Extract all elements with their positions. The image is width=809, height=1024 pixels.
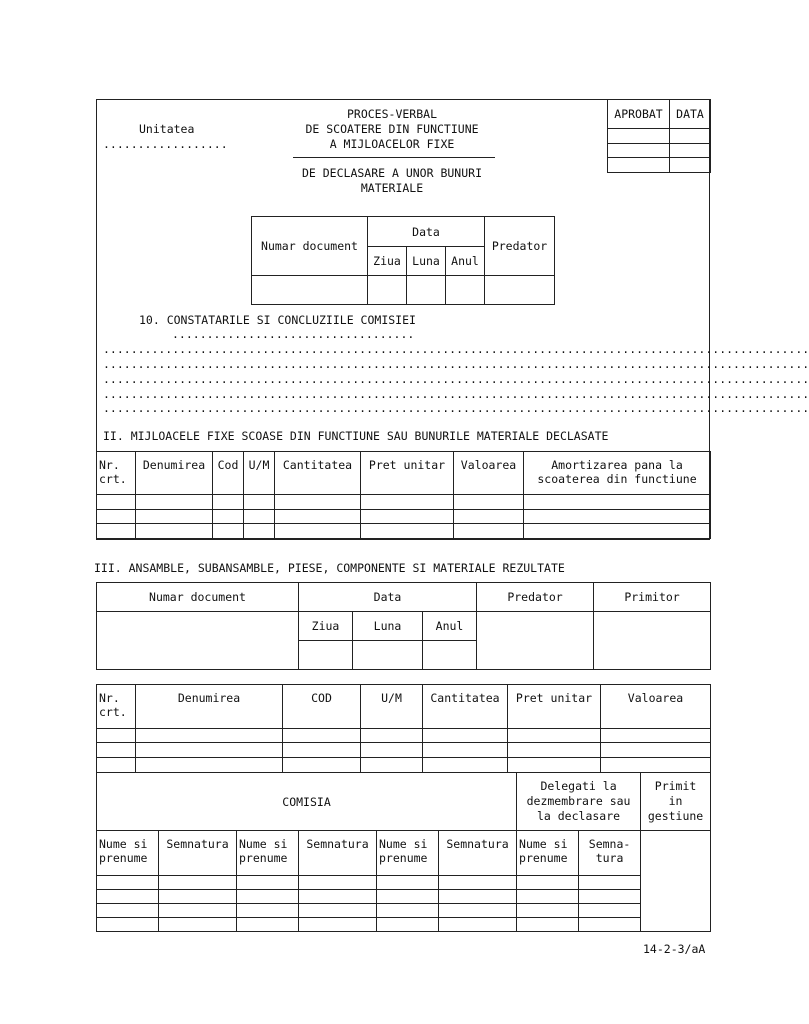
approval-date-cell[interactable]	[670, 144, 711, 158]
comp-giver-header: Predator	[477, 583, 594, 612]
form-code: 14-2-3/aA	[643, 942, 706, 956]
received-cell[interactable]	[641, 831, 711, 932]
findings-line[interactable]: ......................................................................................................	[103, 342, 809, 356]
member-sign-header: Semnatura	[299, 831, 377, 876]
comp-year-header: Anul	[423, 612, 477, 641]
member-sign-header: Semnatura	[439, 831, 517, 876]
doc-year-header: Anul	[446, 247, 485, 276]
comp-receiver-header: Primitor	[594, 583, 711, 612]
member-sign-header: Semnatura	[159, 831, 237, 876]
approval-date-cell[interactable]	[670, 158, 711, 173]
table-row	[97, 758, 711, 773]
member-name-header: Nume si prenume	[237, 831, 299, 876]
fixed-assets-heading: II. MIJLOACELE FIXE SCOASE DIN FUNCTIUNE SAU BUNURILE MATERIALE DECLASATE	[103, 429, 609, 443]
document-title	[282, 107, 502, 152]
findings-line[interactable]: ...................................	[172, 327, 415, 341]
approved-cell[interactable]	[608, 129, 670, 144]
delegate-name-header: Nume si prenume	[517, 831, 579, 876]
col-nr: Nr. crt.	[97, 452, 136, 495]
unit-field[interactable]: ..................	[103, 137, 228, 151]
delegate-sign-header: Semna- tura	[579, 831, 641, 876]
findings-heading: 10. CONSTATARILE SI CONCLUZIILE COMISIEI	[139, 313, 416, 327]
title-line-3: A MIJLOACELOR FIXE	[329, 137, 455, 151]
received-label: Primit in gestiune	[641, 773, 711, 831]
comp-month-header: Luna	[353, 612, 423, 641]
table-row	[97, 890, 711, 904]
findings-line[interactable]: ......................................................................................................	[103, 372, 809, 386]
comp-month-cell[interactable]	[353, 641, 423, 670]
col-amortization: Amortizarea pana la scoaterea din functiune	[524, 452, 711, 495]
items-col-value: Valoarea	[601, 685, 711, 729]
subtitle-line-1: DE DECLASARE A UNOR BUNURI	[301, 166, 482, 180]
items-col-unit-price: Pret unitar	[508, 685, 601, 729]
col-unit-price: Pret unitar	[361, 452, 454, 495]
doc-day-cell[interactable]	[368, 276, 407, 305]
doc-month-header: Luna	[407, 247, 446, 276]
table-row	[97, 495, 711, 510]
comp-day-header: Ziua	[299, 612, 353, 641]
document-subtitle	[282, 166, 502, 196]
components-doc-table	[96, 582, 711, 670]
doc-year-cell[interactable]	[446, 276, 485, 305]
doc-giver-cell[interactable]	[485, 276, 555, 305]
items-col-name: Denumirea	[136, 685, 283, 729]
title-line-1: PROCES-VERBAL	[346, 107, 437, 121]
comp-number-header: Numar document	[97, 583, 299, 612]
table-row	[97, 904, 711, 918]
doc-number-header: Numar document	[252, 217, 368, 276]
table-row	[97, 524, 711, 539]
comp-giver-cell[interactable]	[477, 612, 594, 670]
items-table	[96, 684, 711, 773]
doc-day-header: Ziua	[368, 247, 407, 276]
findings-line[interactable]: ......................................................................................................	[103, 357, 809, 371]
comp-year-cell[interactable]	[423, 641, 477, 670]
approval-date-cell[interactable]	[670, 129, 711, 144]
items-col-code: COD	[283, 685, 361, 729]
findings-line[interactable]: ......................................................................................................	[103, 387, 809, 401]
items-col-quantity: Cantitatea	[423, 685, 508, 729]
commission-table	[96, 772, 711, 932]
approval-date-label: DATA	[670, 100, 711, 129]
table-row	[97, 510, 711, 524]
comp-receiver-cell[interactable]	[594, 612, 711, 670]
doc-number-cell[interactable]	[252, 276, 368, 305]
table-row	[97, 743, 711, 758]
items-col-unit: U/M	[361, 685, 423, 729]
col-unit: U/M	[244, 452, 275, 495]
col-quantity: Cantitatea	[275, 452, 361, 495]
doc-giver-header: Predator	[485, 217, 555, 276]
approved-label: APROBAT	[608, 100, 670, 129]
col-code: Cod	[213, 452, 244, 495]
doc-date-header: Data	[368, 217, 485, 247]
col-name: Denumirea	[136, 452, 213, 495]
doc-month-cell[interactable]	[407, 276, 446, 305]
member-name-header: Nume si prenume	[97, 831, 159, 876]
items-col-nr: Nr. crt.	[97, 685, 136, 729]
approved-cell[interactable]	[608, 144, 670, 158]
table-row	[97, 729, 711, 743]
commission-label: COMISIA	[97, 773, 517, 831]
fixed-assets-table	[96, 451, 711, 539]
comp-date-header: Data	[299, 583, 477, 612]
comp-day-cell[interactable]	[299, 641, 353, 670]
subtitle-line-2: MATERIALE	[360, 181, 424, 195]
unit-label: Unitatea	[139, 122, 195, 136]
member-name-header: Nume si prenume	[377, 831, 439, 876]
table-row	[97, 876, 711, 890]
title-line-2: DE SCOATERE DIN FUNCTIUNE	[305, 122, 479, 136]
approval-table	[607, 99, 711, 173]
approved-cell[interactable]	[608, 158, 670, 173]
findings-line[interactable]: ......................................................................................................	[103, 401, 809, 415]
col-value: Valoarea	[454, 452, 524, 495]
table-row	[97, 918, 711, 932]
document-info-table	[251, 216, 555, 305]
comp-number-cell[interactable]	[97, 612, 299, 670]
delegates-label: Delegati la dezmembrare sau la declasare	[517, 773, 641, 831]
components-heading: III. ANSAMBLE, SUBANSAMBLE, PIESE, COMPONENTE SI MATERIALE REZULTATE	[94, 561, 565, 575]
title-divider	[293, 157, 495, 158]
